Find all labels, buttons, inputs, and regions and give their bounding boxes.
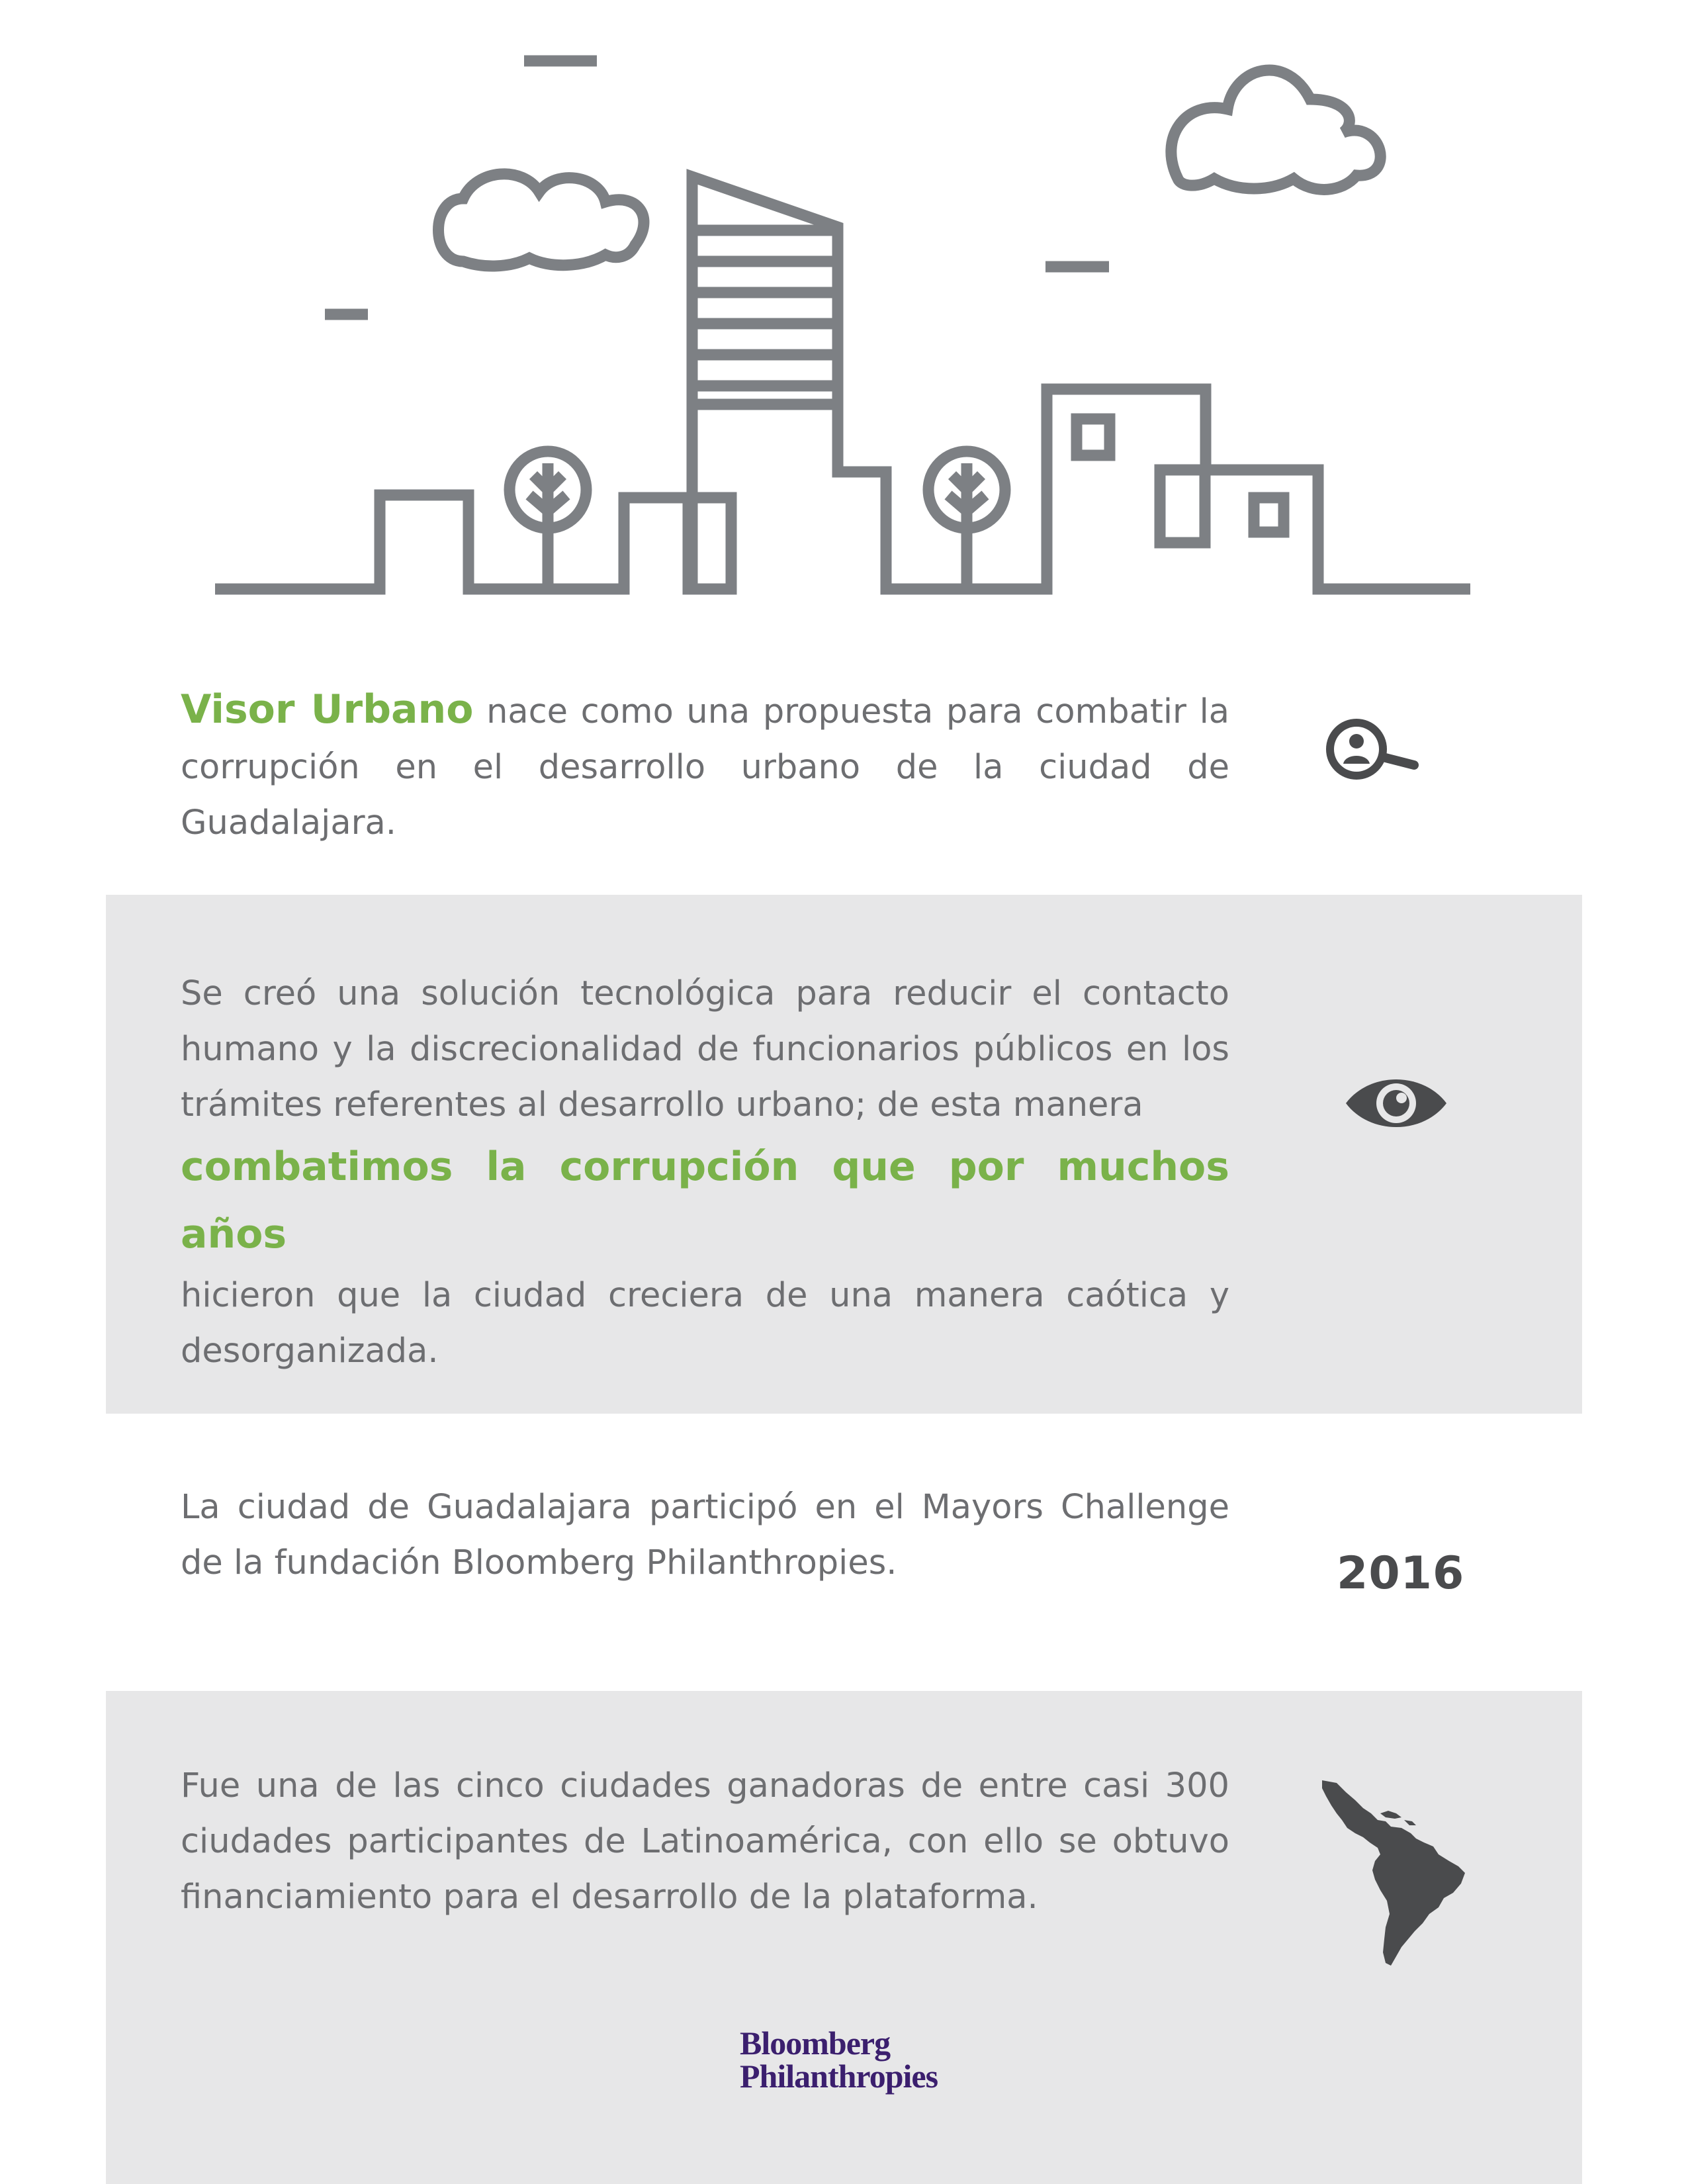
logo-line-2: Philanthropies xyxy=(740,2058,938,2095)
latin-america-map-icon xyxy=(1317,1774,1476,1966)
solution-text-before: Se creó una solución tecnológica para reducir el contacto humano y la discrecionalidad de funcionarios públicos en los trámites referentes al desarrollo urbano; de esta manera xyxy=(181,974,1229,1124)
solution-paragraph xyxy=(181,966,1229,1379)
intro-text: nace como una propuesta para combatir la corrupción en el desarrollo urbano de la ciudad de Guadalajara. xyxy=(181,692,1230,842)
logo-line-1: Bloomberg xyxy=(740,2025,891,2062)
visor-urbano-highlight: Visor Urbano xyxy=(181,686,474,733)
search-person-icon xyxy=(1320,709,1419,789)
solution-text-after: hicieron que la ciudad creciera de una manera caótica y desorganizada. xyxy=(181,1276,1229,1371)
solution-highlight: combatimos la corrupción que por muchos años xyxy=(181,1144,1229,1257)
city-skyline-illustration xyxy=(0,0,1688,622)
year-label: 2016 xyxy=(1337,1547,1465,1600)
eye-icon xyxy=(1343,1075,1449,1132)
mayors-challenge-paragraph: La ciudad de Guadalajara participó en el Mayors Challenge de la fundación Bloomberg Philanthropies. xyxy=(181,1488,1229,1582)
bloomberg-philanthropies-logo xyxy=(740,2026,938,2093)
winners-paragraph: Fue una de las cinco ciudades ganadoras de entre casi 300 ciudades participantes de Latinoamérica, con ello se obtuvo financiamiento para el desarrollo de la plataforma. xyxy=(181,1766,1229,1917)
intro-paragraph xyxy=(181,682,1229,851)
